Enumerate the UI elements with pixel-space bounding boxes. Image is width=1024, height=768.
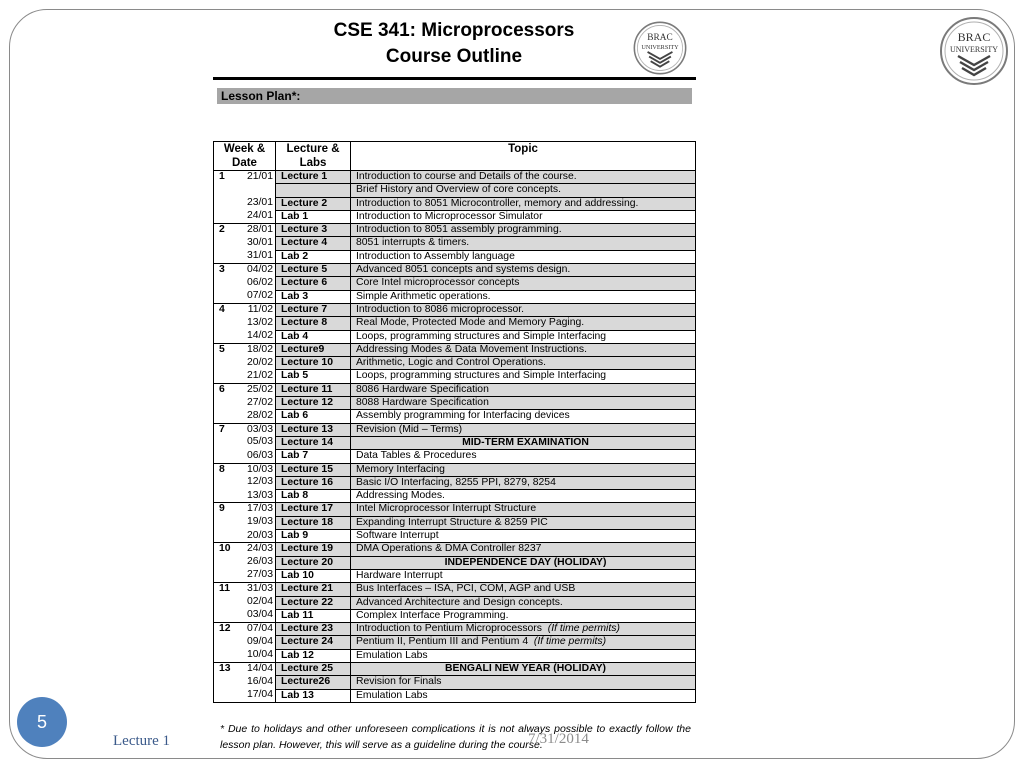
week-date-cell xyxy=(214,503,276,516)
topic-text: BENGALI NEW YEAR (HOLIDAY) xyxy=(444,662,607,674)
topic-cell xyxy=(351,343,696,356)
lecture-cell: Lab 2 xyxy=(276,250,351,263)
week-number: 9 xyxy=(219,503,225,515)
topic-cell xyxy=(351,171,696,184)
topic-cell xyxy=(351,357,696,370)
week-number: 11 xyxy=(219,583,230,595)
week-date-cell xyxy=(214,237,276,250)
week-date-cell xyxy=(214,250,276,263)
week-date-cell xyxy=(214,383,276,396)
table-row xyxy=(214,490,696,503)
table-row xyxy=(214,623,696,636)
topic-cell xyxy=(351,224,696,237)
topic-text: Memory Interfacing xyxy=(356,463,445,475)
lecture-cell: Lecture 16 xyxy=(276,476,351,489)
topic-cell xyxy=(351,303,696,316)
row-date: 07/04 xyxy=(246,623,273,635)
week-date-cell xyxy=(214,303,276,316)
table-row xyxy=(214,543,696,556)
header-week-date: Week & Date xyxy=(214,142,276,171)
week-number: 13 xyxy=(219,662,231,674)
table-row xyxy=(214,662,696,675)
lecture-cell: Lecture 14 xyxy=(276,436,351,449)
row-date: 24/01 xyxy=(246,210,273,222)
week-date-cell xyxy=(214,210,276,223)
topic-text: Advanced Architecture and Design concepts. xyxy=(356,596,563,608)
week-date-cell xyxy=(214,436,276,449)
topic-text: Intel Microprocessor Interrupt Structure xyxy=(356,503,537,515)
row-date: 10/03 xyxy=(246,463,273,475)
topic-text: Core Intel microprocessor concepts xyxy=(356,277,520,289)
topic-text: Revision for Finals xyxy=(356,676,442,688)
lecture-cell: Lecture 7 xyxy=(276,303,351,316)
week-date-cell xyxy=(214,343,276,356)
week-number: 2 xyxy=(219,224,225,236)
topic-text: Addressing Modes & Data Movement Instructions. xyxy=(356,343,588,355)
table-row xyxy=(214,264,696,277)
topic-cell xyxy=(351,676,696,689)
brac-university-logo-large xyxy=(938,15,1010,87)
week-date-cell xyxy=(214,516,276,529)
table-row xyxy=(214,290,696,303)
table-row xyxy=(214,370,696,383)
topic-cell xyxy=(351,636,696,649)
lecture-cell: Lab 10 xyxy=(276,569,351,582)
topic-cell xyxy=(351,423,696,436)
row-date: 24/03 xyxy=(246,543,273,555)
lecture-cell: Lecture 21 xyxy=(276,583,351,596)
row-date: 30/01 xyxy=(246,236,273,248)
table-row xyxy=(214,317,696,330)
row-date: 07/02 xyxy=(246,290,273,302)
topic-cell xyxy=(351,397,696,410)
week-date-cell xyxy=(214,596,276,609)
week-date-cell xyxy=(214,290,276,303)
week-date-cell xyxy=(214,184,276,197)
table-row xyxy=(214,463,696,476)
topic-text: Introduction to 8086 microprocessor. xyxy=(356,303,525,315)
topic-text: Loops, programming structures and Simple Interfacing xyxy=(356,370,607,382)
topic-cell xyxy=(351,410,696,423)
topic-text: 8051 interrupts & timers. xyxy=(356,237,470,249)
row-date: 13/02 xyxy=(246,316,273,328)
row-date: 14/02 xyxy=(246,330,273,342)
topic-cell xyxy=(351,383,696,396)
lecture-cell: Lab 13 xyxy=(276,689,351,702)
row-date: 04/02 xyxy=(246,264,273,276)
lecture-cell: Lecture 3 xyxy=(276,224,351,237)
table-row xyxy=(214,596,696,609)
week-date-cell xyxy=(214,450,276,463)
week-number: 5 xyxy=(219,343,225,355)
week-number: 10 xyxy=(219,543,231,555)
row-date: 06/03 xyxy=(246,449,273,461)
week-date-cell xyxy=(214,277,276,290)
topic-text: Simple Arithmetic operations. xyxy=(356,290,491,302)
topic-text: Basic I/O Interfacing, 8255 PPI, 8279, 8254 xyxy=(356,476,556,488)
lecture-cell: Lecture 1 xyxy=(276,171,351,184)
topic-text: Pentium II, Pentium III and Pentium 4 xyxy=(356,636,529,648)
week-date-cell xyxy=(214,662,276,675)
table-row xyxy=(214,330,696,343)
table-row xyxy=(214,423,696,436)
lecture-cell: Lecture 10 xyxy=(276,357,351,370)
week-date-cell xyxy=(214,689,276,702)
row-date: 17/04 xyxy=(246,689,273,701)
week-number: 3 xyxy=(219,264,225,276)
table-row xyxy=(214,357,696,370)
lesson-plan-label: Lesson Plan*: xyxy=(217,88,692,104)
lecture-cell: Lab 4 xyxy=(276,330,351,343)
row-date: 21/01 xyxy=(246,171,273,182)
lecture-cell: Lab 12 xyxy=(276,649,351,662)
week-number: 4 xyxy=(219,303,225,315)
table-row xyxy=(214,450,696,463)
topic-text: Data Tables & Procedures xyxy=(356,450,477,462)
table-row xyxy=(214,676,696,689)
row-date: 09/04 xyxy=(246,635,273,647)
lecture-cell: Lecture 23 xyxy=(276,623,351,636)
row-date: 03/03 xyxy=(246,423,273,435)
lecture-cell: Lecture26 xyxy=(276,676,351,689)
topic-cell xyxy=(351,317,696,330)
topic-text: Complex Interface Programming. xyxy=(356,609,509,621)
topic-cell xyxy=(351,250,696,263)
table-row xyxy=(214,184,696,197)
table-row xyxy=(214,569,696,582)
footnote: * Due to holidays and other unforeseen complications it is not always possible to exactly follow the lesson plan. However, this will serve as a guideline during the course. xyxy=(220,723,691,751)
week-date-cell xyxy=(214,476,276,489)
table-row xyxy=(214,436,696,449)
topic-text: Introduction to 8051 Microcontroller, memory and addressing. xyxy=(356,197,639,209)
week-number: 7 xyxy=(219,423,225,435)
topic-cell xyxy=(351,556,696,569)
topic-cell xyxy=(351,210,696,223)
week-date-cell xyxy=(214,463,276,476)
week-date-cell xyxy=(214,583,276,596)
row-date: 19/03 xyxy=(246,516,273,528)
topic-cell xyxy=(351,569,696,582)
week-date-cell xyxy=(214,543,276,556)
row-date: 26/03 xyxy=(246,556,273,568)
topic-cell xyxy=(351,264,696,277)
topic-cell xyxy=(351,290,696,303)
topic-cell xyxy=(351,543,696,556)
lesson-plan-table xyxy=(213,141,696,703)
row-date: 27/02 xyxy=(246,396,273,408)
week-date-cell xyxy=(214,330,276,343)
week-date-cell xyxy=(214,197,276,210)
topic-text: Revision (Mid – Terms) xyxy=(356,423,463,435)
week-number: 6 xyxy=(219,383,225,395)
week-date-cell xyxy=(214,676,276,689)
slide-title xyxy=(213,18,695,70)
week-date-cell xyxy=(214,224,276,237)
topic-text: Hardware Interrupt xyxy=(356,569,443,581)
row-date: 10/04 xyxy=(246,649,273,661)
topic-cell xyxy=(351,476,696,489)
row-date: 06/02 xyxy=(246,276,273,288)
table-row xyxy=(214,343,696,356)
table-row xyxy=(214,383,696,396)
logo-small-text-university: UNIVERSITY xyxy=(641,43,679,51)
table-row xyxy=(214,609,696,622)
topic-cell xyxy=(351,184,696,197)
table-row xyxy=(214,397,696,410)
logo-large-text-university: UNIVERSITY xyxy=(950,45,998,54)
topic-cell xyxy=(351,609,696,622)
lecture-cell: Lecture 5 xyxy=(276,264,351,277)
topic-note: (If time permits) xyxy=(547,623,620,635)
topic-text: Introduction to course and Details of the course. xyxy=(356,171,577,182)
topic-text: Introduction to Pentium Microprocessors xyxy=(356,623,542,635)
table-row xyxy=(214,556,696,569)
week-date-cell xyxy=(214,171,276,184)
table-row xyxy=(214,197,696,210)
topic-cell xyxy=(351,503,696,516)
row-date: 28/02 xyxy=(246,409,273,421)
table-row xyxy=(214,503,696,516)
topic-text: Arithmetic, Logic and Control Operations. xyxy=(356,357,547,369)
table-row xyxy=(214,237,696,250)
topic-text: Real Mode, Protected Mode and Memory Paging. xyxy=(356,317,585,329)
week-date-cell xyxy=(214,423,276,436)
lecture-cell: Lecture 24 xyxy=(276,636,351,649)
topic-cell xyxy=(351,583,696,596)
header-topic: Topic xyxy=(351,142,696,171)
week-date-cell xyxy=(214,397,276,410)
row-date: 25/02 xyxy=(246,383,273,395)
table-row xyxy=(214,224,696,237)
topic-cell xyxy=(351,450,696,463)
lecture-cell: Lecture 13 xyxy=(276,423,351,436)
week-date-cell xyxy=(214,649,276,662)
week-date-cell xyxy=(214,556,276,569)
logo-large-text-brac: BRAC xyxy=(957,30,991,44)
table-row xyxy=(214,689,696,702)
topic-cell xyxy=(351,436,696,449)
lecture-cell: Lab 1 xyxy=(276,210,351,223)
week-date-cell xyxy=(214,530,276,543)
lecture-cell: Lab 8 xyxy=(276,490,351,503)
lecture-cell: Lab 11 xyxy=(276,609,351,622)
table-row xyxy=(214,583,696,596)
table-row xyxy=(214,410,696,423)
lecture-cell: Lecture 4 xyxy=(276,237,351,250)
lecture-cell: Lecture 19 xyxy=(276,543,351,556)
table-row xyxy=(214,210,696,223)
week-date-cell xyxy=(214,370,276,383)
lecture-cell: Lab 3 xyxy=(276,290,351,303)
topic-cell xyxy=(351,596,696,609)
row-date: 28/01 xyxy=(246,224,273,236)
topic-text: Bus Interfaces – ISA, PCI, COM, AGP and USB xyxy=(356,583,576,595)
week-date-cell xyxy=(214,317,276,330)
topic-cell xyxy=(351,490,696,503)
table-row xyxy=(214,636,696,649)
brac-university-logo-small xyxy=(632,20,688,76)
topic-cell xyxy=(351,662,696,675)
table-row xyxy=(214,303,696,316)
week-date-cell xyxy=(214,609,276,622)
lecture-cell: Lecture 25 xyxy=(276,662,351,675)
table-row xyxy=(214,530,696,543)
topic-text: Introduction to Microprocessor Simulator xyxy=(356,210,543,222)
row-date: 23/01 xyxy=(246,197,273,209)
row-date: 21/02 xyxy=(246,369,273,381)
week-date-cell xyxy=(214,636,276,649)
table-row xyxy=(214,171,696,184)
table-row xyxy=(214,250,696,263)
topic-text: Introduction to Assembly language xyxy=(356,250,515,262)
topic-cell xyxy=(351,516,696,529)
title-line-1: CSE 341: Microprocessors xyxy=(333,20,575,41)
topic-text: Emulation Labs xyxy=(356,689,428,701)
logo-small-text-brac: BRAC xyxy=(647,33,673,44)
lecture-cell: Lab 7 xyxy=(276,450,351,463)
topic-text: 8086 Hardware Specification xyxy=(356,383,489,395)
week-number: 12 xyxy=(219,623,231,635)
row-date: 31/03 xyxy=(246,583,273,595)
week-date-cell xyxy=(214,357,276,370)
topic-text: Advanced 8051 concepts and systems design. xyxy=(356,264,571,276)
topic-text: DMA Operations & DMA Controller 8237 xyxy=(356,543,542,555)
topic-text: MID-TERM EXAMINATION xyxy=(462,436,589,448)
week-number: 1 xyxy=(219,171,225,182)
lecture-cell: Lab 5 xyxy=(276,370,351,383)
topic-text: Emulation Labs xyxy=(356,649,428,661)
topic-cell xyxy=(351,649,696,662)
week-date-cell xyxy=(214,490,276,503)
lecture-cell: Lecture9 xyxy=(276,343,351,356)
topic-text: Loops, programming structures and Simple Interfacing xyxy=(356,330,607,342)
topic-cell xyxy=(351,370,696,383)
lecture-cell: Lecture 2 xyxy=(276,197,351,210)
row-date: 27/03 xyxy=(246,569,273,581)
week-date-cell xyxy=(214,569,276,582)
lecture-cell: Lecture 12 xyxy=(276,397,351,410)
title-line-2: Course Outline xyxy=(385,46,523,67)
row-date: 14/04 xyxy=(246,662,273,674)
title-underline xyxy=(213,77,696,80)
topic-cell xyxy=(351,237,696,250)
row-date: 12/03 xyxy=(246,476,273,488)
topic-text: Expanding Interrupt Structure & 8259 PIC xyxy=(356,516,548,528)
row-date: 05/03 xyxy=(246,436,273,448)
row-date: 31/01 xyxy=(246,250,273,262)
lecture-cell: Lecture 15 xyxy=(276,463,351,476)
lecture-cell: Lecture 20 xyxy=(276,556,351,569)
topic-cell xyxy=(351,689,696,702)
topic-cell xyxy=(351,463,696,476)
topic-text: INDEPENDENCE DAY (HOLIDAY) xyxy=(444,556,607,568)
row-date: 13/03 xyxy=(246,489,273,501)
table-row xyxy=(214,476,696,489)
lecture-cell: Lecture 17 xyxy=(276,503,351,516)
row-date: 17/03 xyxy=(246,503,273,515)
topic-text: Introduction to 8051 assembly programming. xyxy=(356,224,562,236)
topic-text: Assembly programming for Interfacing devices xyxy=(356,410,570,422)
lecture-cell: Lecture 6 xyxy=(276,277,351,290)
header-lecture-labs: Lecture & Labs xyxy=(276,142,351,171)
table-body xyxy=(214,171,696,703)
lecture-cell: Lecture 22 xyxy=(276,596,351,609)
topic-cell xyxy=(351,530,696,543)
footer-lecture-label: Lecture 1 xyxy=(113,733,171,749)
row-date: 16/04 xyxy=(246,675,273,687)
topic-cell xyxy=(351,330,696,343)
topic-text: Software Interrupt xyxy=(356,530,439,542)
footer-date: 7/31/2014 xyxy=(528,731,589,747)
topic-note: (If time permits) xyxy=(533,636,607,648)
topic-cell xyxy=(351,623,696,636)
row-date: 18/02 xyxy=(246,343,273,355)
table-row xyxy=(214,649,696,662)
row-date: 11/02 xyxy=(247,303,273,315)
row-date: 03/04 xyxy=(246,609,273,621)
table-row xyxy=(214,277,696,290)
week-number: 8 xyxy=(219,463,225,475)
page-number-badge: 5 xyxy=(17,697,67,747)
topic-text: 8088 Hardware Specification xyxy=(356,397,489,409)
row-date: 02/04 xyxy=(246,596,273,607)
lecture-cell: Lab 9 xyxy=(276,530,351,543)
week-date-cell xyxy=(214,264,276,277)
row-date: 20/03 xyxy=(246,529,273,541)
topic-text: Addressing Modes. xyxy=(356,490,445,502)
lecture-cell xyxy=(276,184,351,197)
lecture-cell: Lab 6 xyxy=(276,410,351,423)
table-row xyxy=(214,516,696,529)
lecture-cell: Lecture 18 xyxy=(276,516,351,529)
lecture-cell: Lecture 11 xyxy=(276,383,351,396)
topic-cell xyxy=(351,277,696,290)
topic-cell xyxy=(351,197,696,210)
row-date: 20/02 xyxy=(246,356,273,368)
week-date-cell xyxy=(214,410,276,423)
lecture-cell: Lecture 8 xyxy=(276,317,351,330)
topic-text: Brief History and Overview of core concepts. xyxy=(356,184,562,196)
table-header-row xyxy=(214,142,696,171)
week-date-cell xyxy=(214,623,276,636)
